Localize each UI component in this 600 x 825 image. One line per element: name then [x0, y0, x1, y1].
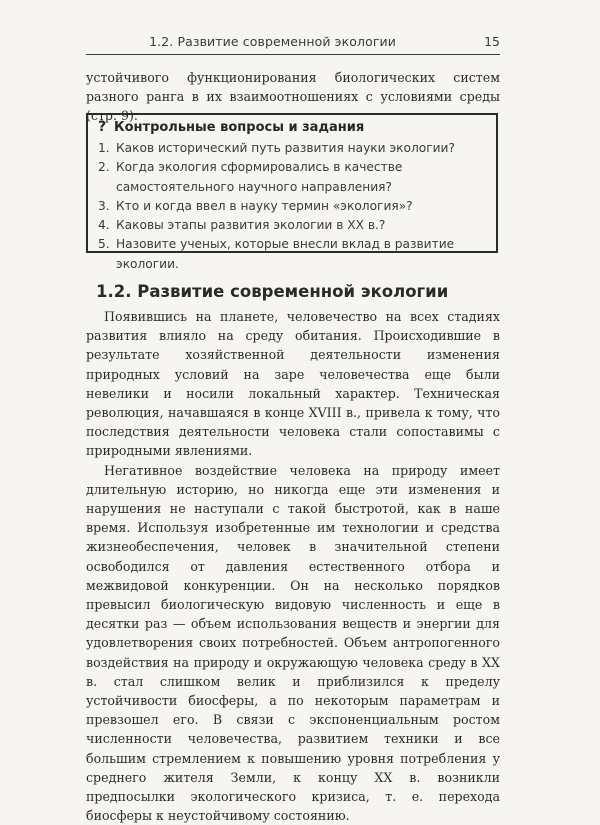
question-text: Назовите ученых, которые внесли вклад в развитие экологии.	[116, 237, 455, 271]
section-heading: 1.2. Развитие современной экологии	[96, 282, 449, 301]
question-icon: ?	[98, 119, 107, 135]
review-questions-title-text: Контрольные вопросы и задания	[114, 120, 365, 135]
question-item	[98, 139, 490, 158]
question-item	[98, 235, 490, 274]
question-item	[98, 216, 490, 235]
running-header-title: 1.2. Развитие современной экологии	[149, 34, 396, 49]
section-body	[86, 307, 500, 825]
question-number: 5.	[98, 237, 110, 252]
question-text: Каковы этапы развития экологии в XX в.?	[116, 218, 386, 233]
question-item	[98, 197, 490, 216]
page-number: 15	[484, 34, 500, 49]
review-questions-box	[86, 113, 498, 271]
review-questions-list	[98, 139, 490, 274]
body-paragraph: Негативное воздействие человека на природу имеет длительную историю, но никогда еще эти изменения и нарушения не наступали с такой быстротой, как в наше время. Используя изобретенные им технологии и средства жизнеобеспечения, человек в значительной степени освободился от давления естественного отбора и межвидовой конкуренции. Он на несколько порядков превысил биологическую видовую численность и еще в десятки раз — объем использования веществ и энергии для удовлетворения своих потребностей. Объем антропогенного воздействия на природу и окружающую человека среду в XX в. стал слишком велик и приблизился к пределу устойчивости биосферы, а по некоторым параметрам и превзошел его. В связи с экспоненциальным ростом численности человечества, развитием техники и все большим стремлением к повышению уровня потребления у среднего жителя Земли, к концу XX в. возникли предпосылки экологического кризиса, т. е. перехода биосферы к неустойчивому состоянию.	[86, 462, 500, 824]
question-item	[98, 158, 490, 197]
question-text: Кто и когда ввел в науку термин «экология»?	[116, 198, 413, 213]
running-header	[86, 28, 500, 55]
question-number: 3.	[98, 198, 110, 213]
question-text: Когда экология сформировались в качестве самостоятельного научного направления?	[116, 160, 403, 194]
question-number: 1.	[98, 141, 110, 155]
question-number: 2.	[98, 160, 110, 175]
question-number: 4.	[98, 218, 110, 233]
intro-text: устойчивого функционирования биологических систем разного ранга в их взаимоотношениях с условиями среды (стр. 9).	[86, 70, 500, 124]
review-questions-title	[98, 119, 364, 135]
question-text: Каков исторический путь развития науки экологии?	[116, 141, 455, 155]
body-paragraph: Появившись на планете, человечество на всех стадиях развития влияло на среду обитания. Происходившие в результате хозяйственной деятельности изменения природных условий на заре человечества еще были невелики и носили локальный характер. Техническая революция, начавшаяся в конце XVIII в., привела к тому, что последствия деятельности человека стали сопоставимы с природными явлениями.	[86, 309, 500, 459]
